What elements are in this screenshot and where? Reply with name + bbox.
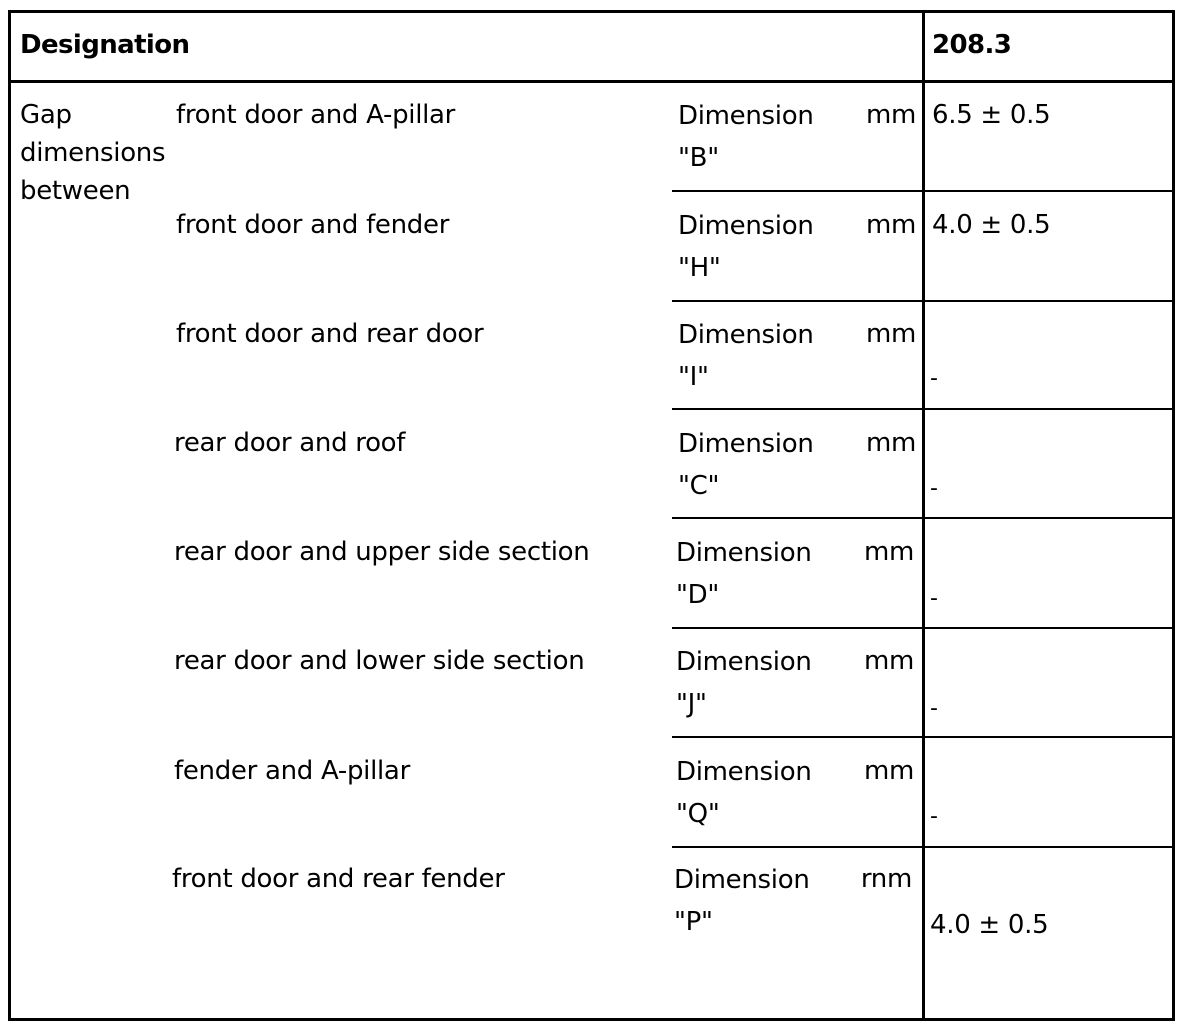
row-value: -: [930, 476, 938, 501]
row-description: rear door and lower side section: [174, 646, 585, 676]
row-dimension-code: "J": [676, 689, 707, 719]
row-value: -: [930, 366, 938, 391]
row-dimension-code: "P": [674, 907, 713, 937]
row-divider-4: [672, 517, 1174, 519]
row-description: fender and A-pillar: [174, 756, 410, 786]
row-unit: mm: [865, 100, 916, 130]
row-unit: mm: [865, 319, 916, 349]
row-unit: mm: [865, 428, 916, 458]
row-dimension-label: Dimension: [676, 647, 812, 677]
row-dimension-label: Dimension: [676, 757, 812, 787]
row-unit: mm: [863, 756, 914, 786]
header-model: 208.3: [932, 30, 1012, 60]
row-divider-5: [672, 627, 1174, 629]
row-unit: mm: [863, 537, 914, 567]
row-description: front door and rear fender: [172, 864, 505, 894]
row-value: 4.0 ± 0.5: [932, 210, 1051, 240]
row-unit: mm: [863, 646, 914, 676]
row-dimension-label: Dimension: [678, 429, 814, 459]
row-unit: rnm: [860, 864, 912, 894]
row-dimension-code: "D": [676, 580, 720, 610]
row-value: -: [930, 586, 938, 611]
row-description: front door and rear door: [176, 319, 484, 349]
table-border-left: [8, 10, 11, 1021]
table-border-top: [8, 10, 1175, 13]
row-dimension-label: Dimension: [678, 320, 814, 350]
row-divider-6: [672, 736, 1174, 738]
table-border-right: [1172, 10, 1175, 1021]
row-dimension-code: "H": [678, 253, 721, 283]
table-border-bottom: [8, 1018, 1175, 1021]
row-value: 4.0 ± 0.5: [930, 910, 1049, 940]
row-dimension-code: "Q": [676, 799, 720, 829]
header-designation: Designation: [20, 30, 190, 60]
row-value: 6.5 ± 0.5: [932, 100, 1051, 130]
row-divider-1: [672, 190, 1174, 192]
value-column-divider: [922, 10, 925, 1021]
row-description: front door and A-pillar: [176, 100, 456, 130]
row-description: rear door and upper side section: [174, 537, 590, 567]
header-divider: [8, 80, 1175, 83]
row-value: -: [930, 696, 938, 721]
row-description: rear door and roof: [174, 428, 406, 458]
row-dimension-label: Dimension: [678, 101, 814, 131]
row-dimension-label: Dimension: [674, 865, 810, 895]
row-description: front door and fender: [176, 210, 450, 240]
row-unit: mm: [865, 210, 916, 240]
row-dimension-label: Dimension: [676, 538, 812, 568]
row-divider-2: [672, 300, 1174, 302]
row-divider-7: [672, 846, 1174, 848]
row-dimension-code: "C": [678, 471, 720, 501]
row-dimension-code: "B": [678, 143, 719, 173]
row-value: -: [930, 804, 938, 829]
row-dimension-code: "I": [678, 362, 709, 392]
row-dimension-label: Dimension: [678, 211, 814, 241]
row-divider-3: [672, 408, 1174, 410]
group-label: Gap dimensions between: [20, 100, 166, 206]
